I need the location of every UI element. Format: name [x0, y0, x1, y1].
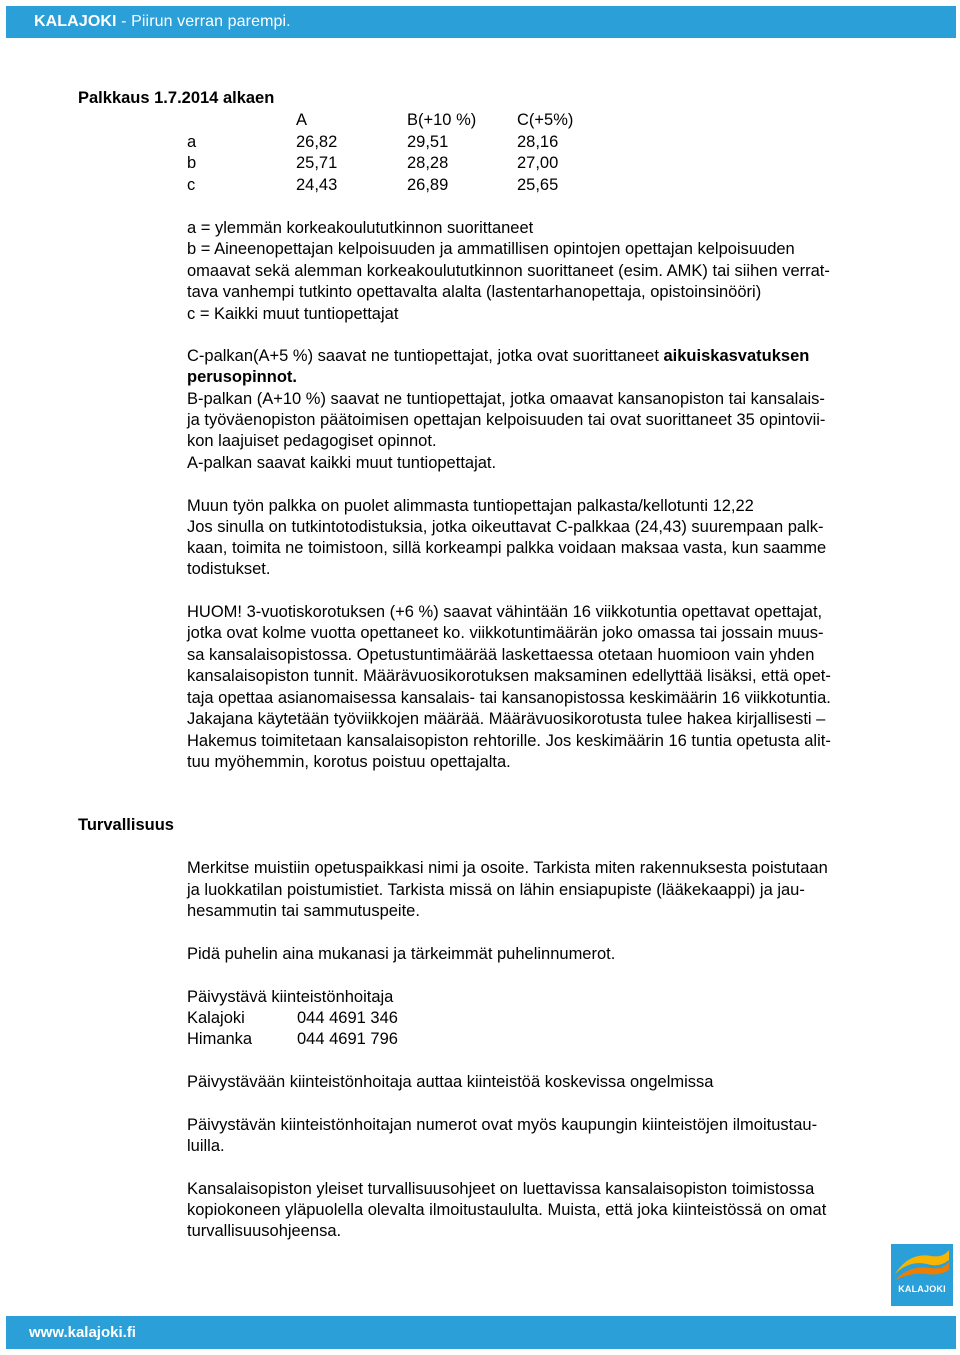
logo-text: KALAJOKI: [898, 1284, 946, 1294]
security-line: ja luokkatilan poistumistiet. Tarkista missä on lähin ensiapupiste (lääkekaappi) ja jau-: [187, 881, 805, 899]
security-line: Päivystävään kiinteistönhoitaja auttaa kiinteistöä koskevissa ongelmissa: [187, 1073, 714, 1091]
contact-place: Himanka: [187, 1030, 253, 1048]
table-cell: 25,71: [296, 154, 338, 172]
definition-line: a = ylemmän korkeakoulututkinnon suorittaneet: [187, 219, 534, 237]
table-cell: 24,43: [296, 176, 338, 194]
security-heading: Turvallisuus: [78, 816, 174, 834]
table-cell: 28,16: [517, 133, 559, 151]
note-line: sa kansalaisopistossa. Opetustuntimäärää laskettaessa otetaan huomioon vain yhden: [187, 646, 815, 664]
b-palkka-line: B-palkan (A+10 %) saavat ne tuntiopettajat, jotka omaavat kansanopiston tai kansalais-: [187, 390, 825, 408]
table-cell: 25,65: [517, 176, 559, 194]
table-cell: 29,51: [407, 133, 449, 151]
table-cell: 27,00: [517, 154, 559, 172]
footer-url[interactable]: www.kalajoki.fi: [29, 1324, 136, 1341]
a-palkka-line: A-palkan saavat kaikki muut tuntiopettajat.: [187, 454, 497, 472]
table-cell: 26,82: [296, 133, 338, 151]
kalajoki-logo: [891, 1244, 953, 1306]
security-line: Merkitse muistiin opetuspaikkasi nimi ja osoite. Tarkista miten rakennuksesta poistutaan: [187, 859, 828, 877]
other-work-line: Muun työn palkka on puolet alimmasta tuntiopettajan palkasta/kellotunti 12,22: [187, 497, 754, 515]
other-work-line: todistukset.: [187, 560, 271, 578]
salary-heading: Palkkaus 1.7.2014 alkaen: [78, 89, 275, 107]
definition-line: omaavat sekä alemman korkeakoulututkinnon suorittaneet (esim. AMK) tai siihen verrat-: [187, 262, 830, 280]
contact-phone: 044 4691 346: [297, 1009, 398, 1027]
note-line: HUOM! 3-vuotiskorotuksen (+6 %) saavat vähintään 16 viikkotuntia opettavat opettajat,: [187, 603, 823, 621]
brand-name: KALAJOKI: [34, 13, 117, 30]
note-line: Hakemus toimitetaan kansalaisopiston rehtorille. Jos keskimäärin 16 tuntia opetusta alit-: [187, 732, 831, 750]
security-line: hesammutin tai sammutuspeite.: [187, 902, 420, 920]
caretaker-title: Päivystävä kiinteistönhoitaja: [187, 988, 394, 1006]
note-line: kansalaisopiston tunnit. Määrävuosikorotuksen maksaminen edellyttää lisäksi, että opet-: [187, 667, 831, 685]
security-line: Kansalaisopiston yleiset turvallisuusohjeet on luettavissa kansalaisopiston toimistossa: [187, 1180, 815, 1198]
note-line: jotka ovat kolme vuotta opettaneet ko. viikkotuntimäärän joko omassa tai jossain muus-: [187, 624, 824, 642]
brand-slogan: - Piirun verran parempi.: [121, 13, 291, 30]
security-line: kopiokoneen yläpuolella olevalta ilmoitustaululta. Muista, että joka kiinteistössä on omat: [187, 1201, 827, 1219]
security-line: turvallisuusohjeensa.: [187, 1222, 342, 1240]
column-header: A: [296, 111, 308, 129]
b-palkka-line: kon laajuiset pedagogiset opinnot.: [187, 432, 437, 450]
definition-line: c = Kaikki muut tuntiopettajat: [187, 305, 399, 323]
row-label: a: [187, 133, 197, 151]
header-brand: [34, 6, 291, 38]
header-bar: [6, 6, 956, 38]
row-label: c: [187, 176, 196, 194]
c-palkka-line: [187, 346, 809, 368]
contact-phone: 044 4691 796: [297, 1030, 398, 1048]
b-palkka-line: ja työväenopiston päätoimisen opettajan kelpoisuuden tai ovat suorittaneet 35 opintovii-: [187, 411, 826, 429]
definition-line: b = Aineenopettajan kelpoisuuden ja ammatillisen opintojen opettajan kelpoisuuden: [187, 240, 795, 258]
table-row: [0, 175, 960, 197]
c-palkka-bold: aikuiskasvatuksen: [663, 347, 810, 365]
security-line: Pidä puhelin aina mukanasi ja tärkeimmät puhelinnumerot.: [187, 945, 616, 963]
definition-line: tava vanhempi tutkinto opettavalta alalta (lastentarhanopettaja, opistoinsinööri): [187, 283, 762, 301]
note-line: Jakajana käytetään työviikkojen määrää. Määrävuosikorotusta tulee hakea kirjallisesti –: [187, 710, 826, 728]
note-line: taja opettaa asianomaisessa kansalais- tai kansanopistossa keskimäärin 16 viikkotuntia.: [187, 689, 831, 707]
column-header: C(+5%): [517, 111, 574, 129]
other-work-line: Jos sinulla on tutkintotodistuksia, jotka oikeuttavat C-palkkaa (24,43) suurempaan palk-: [187, 518, 824, 536]
table-row: [0, 132, 960, 154]
footer-bar: [6, 1316, 956, 1349]
wave-icon: [891, 1244, 953, 1284]
table-cell: 28,28: [407, 154, 449, 172]
column-header: B(+10 %): [407, 111, 477, 129]
security-line: Päivystävän kiinteistönhoitajan numerot ovat myös kaupungin kiinteistöjen ilmoitustau-: [187, 1116, 818, 1134]
table-row: [0, 153, 960, 175]
c-palkka-bold-line: perusopinnot.: [187, 368, 297, 386]
table-cell: 26,89: [407, 176, 449, 194]
row-label: b: [187, 154, 197, 172]
security-line: luilla.: [187, 1137, 225, 1155]
table-header-row: [0, 110, 960, 132]
other-work-line: kaan, toimita ne toimistoon, sillä korkeampi palkka voidaan maksaa vasta, kun saamme: [187, 539, 827, 557]
contact-place: Kalajoki: [187, 1009, 245, 1027]
c-palkka-text: C-palkan(A+5 %) saavat ne tuntiopettajat, jotka ovat suorittaneet: [187, 347, 664, 365]
note-line: tuu myöhemmin, korotus poistuu opettajalta.: [187, 753, 511, 771]
